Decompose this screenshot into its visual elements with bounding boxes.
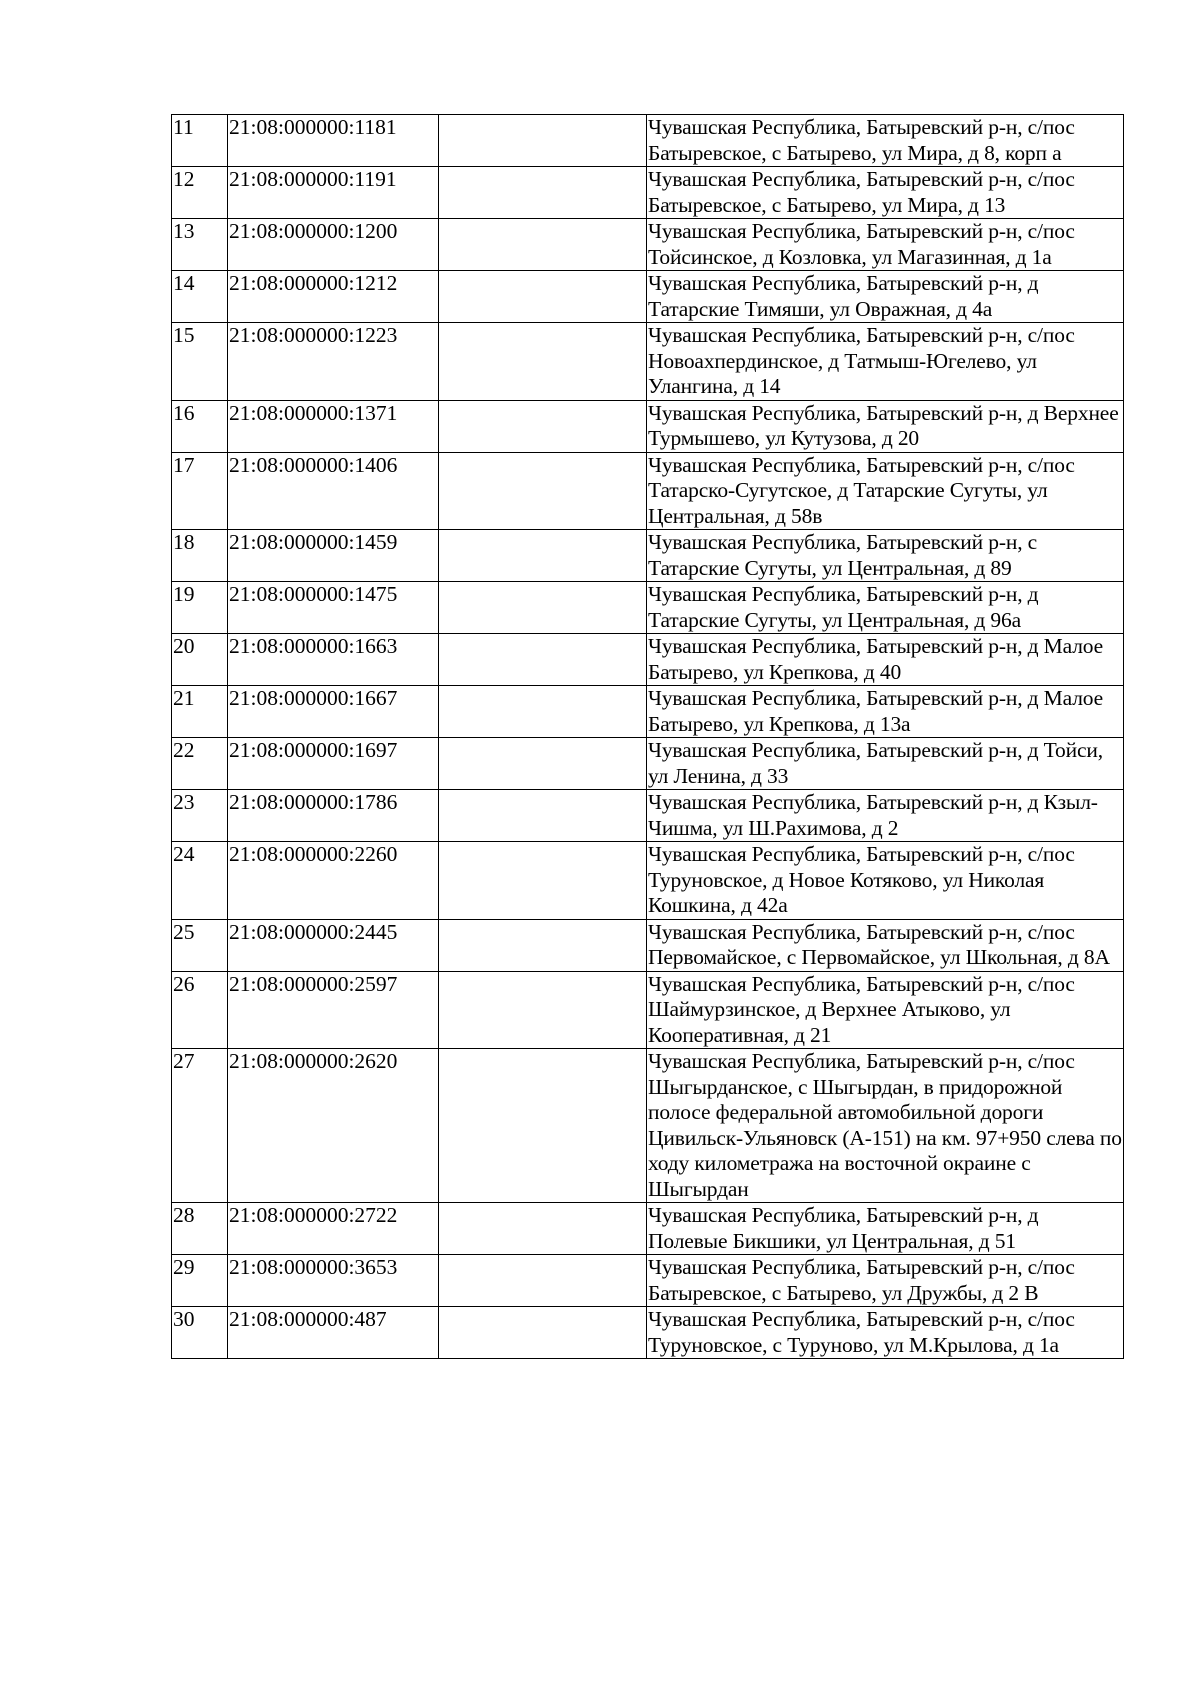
empty-cell [439, 271, 647, 323]
empty-cell [439, 1307, 647, 1359]
table-row [172, 452, 1124, 530]
cadastral-number-cell: 21:08:000000:487 [228, 1307, 439, 1359]
empty-cell [439, 582, 647, 634]
table-row [172, 115, 1124, 167]
row-number-cell: 27 [172, 1049, 228, 1203]
row-number-cell: 28 [172, 1203, 228, 1255]
row-number-cell: 21 [172, 686, 228, 738]
address-cell: Чувашская Республика, Батыревский р-н, с/пос Батыревское, с Батырево, ул Мира, д 8, корп а [647, 115, 1124, 167]
row-number-cell: 26 [172, 971, 228, 1049]
address-cell: Чувашская Республика, Батыревский р-н, с/пос Туруновское, д Новое Котяково, ул Николая Кошкина, д 42а [647, 842, 1124, 920]
empty-cell [439, 1255, 647, 1307]
address-cell: Чувашская Республика, Батыревский р-н, д Малое Батырево, ул Крепкова, д 13а [647, 686, 1124, 738]
cadastral-number-cell: 21:08:000000:1663 [228, 634, 439, 686]
empty-cell [439, 1049, 647, 1203]
cadastral-number-cell: 21:08:000000:1191 [228, 167, 439, 219]
address-cell: Чувашская Республика, Батыревский р-н, с/пос Первомайское, с Первомайское, ул Школьная, д 8А [647, 919, 1124, 971]
cadastral-number-cell: 21:08:000000:2620 [228, 1049, 439, 1203]
empty-cell [439, 167, 647, 219]
row-number-cell: 20 [172, 634, 228, 686]
empty-cell [439, 790, 647, 842]
table-row [172, 582, 1124, 634]
address-cell: Чувашская Республика, Батыревский р-н, д Татарские Тимяши, ул Овражная, д 4а [647, 271, 1124, 323]
empty-cell [439, 919, 647, 971]
table-row [172, 919, 1124, 971]
table-row [172, 1307, 1124, 1359]
cadastral-number-cell: 21:08:000000:2722 [228, 1203, 439, 1255]
row-number-cell: 23 [172, 790, 228, 842]
empty-cell [439, 686, 647, 738]
address-cell: Чувашская Республика, Батыревский р-н, д Кзыл-Чишма, ул Ш.Рахимова, д 2 [647, 790, 1124, 842]
table-row [172, 530, 1124, 582]
table-row [172, 323, 1124, 401]
table-row [172, 1049, 1124, 1203]
table-row [172, 686, 1124, 738]
empty-cell [439, 400, 647, 452]
table-row [172, 842, 1124, 920]
row-number-cell: 11 [172, 115, 228, 167]
table-row [172, 400, 1124, 452]
cadastral-number-cell: 21:08:000000:1223 [228, 323, 439, 401]
row-number-cell: 24 [172, 842, 228, 920]
empty-cell [439, 738, 647, 790]
table-row [172, 219, 1124, 271]
table-row [172, 790, 1124, 842]
cadastral-number-cell: 21:08:000000:2597 [228, 971, 439, 1049]
address-cell: Чувашская Республика, Батыревский р-н, с/пос Новоахпердинское, д Татмыш-Югелево, ул Улангина, д 14 [647, 323, 1124, 401]
empty-cell [439, 115, 647, 167]
row-number-cell: 18 [172, 530, 228, 582]
empty-cell [439, 530, 647, 582]
cadastral-number-cell: 21:08:000000:1200 [228, 219, 439, 271]
row-number-cell: 12 [172, 167, 228, 219]
address-cell: Чувашская Республика, Батыревский р-н, с/пос Туруновское, с Туруново, ул М.Крылова, д 1а [647, 1307, 1124, 1359]
row-number-cell: 25 [172, 919, 228, 971]
row-number-cell: 22 [172, 738, 228, 790]
address-cell: Чувашская Республика, Батыревский р-н, с/пос Батыревское, с Батырево, ул Мира, д 13 [647, 167, 1124, 219]
address-cell: Чувашская Республика, Батыревский р-н, с/пос Тойсинское, д Козловка, ул Магазинная, д 1а [647, 219, 1124, 271]
cadastral-number-cell: 21:08:000000:1212 [228, 271, 439, 323]
table-row [172, 167, 1124, 219]
address-cell: Чувашская Республика, Батыревский р-н, с/пос Шыгырданское, с Шыгырдан, в придорожной полосе федеральной автомобильной дороги Цивильск-Ульяновск (А-151) на км. 97+950 слева по ходу километража на восточной окраине с Шыгырдан [648, 1049, 1122, 1201]
table-row [172, 738, 1124, 790]
address-cell: Чувашская Республика, Батыревский р-н, д Тойси, ул Ленина, д 33 [647, 738, 1124, 790]
address-cell: Чувашская Республика, Батыревский р-н, с/пос Татарско-Сугутское, д Татарские Сугуты, ул Центральная, д 58в [647, 452, 1124, 530]
row-number-cell: 17 [172, 452, 228, 530]
address-cell: Чувашская Республика, Батыревский р-н, с Татарские Сугуты, ул Центральная, д 89 [647, 530, 1124, 582]
table-row [172, 1203, 1124, 1255]
row-number-cell: 16 [172, 400, 228, 452]
table-row [172, 1255, 1124, 1307]
table-row [172, 271, 1124, 323]
row-number-cell: 19 [172, 582, 228, 634]
cadastral-number-cell: 21:08:000000:1667 [228, 686, 439, 738]
empty-cell [439, 452, 647, 530]
address-cell: Чувашская Республика, Батыревский р-н, д Малое Батырево, ул Крепкова, д 40 [647, 634, 1124, 686]
empty-cell [439, 1203, 647, 1255]
table-row [172, 634, 1124, 686]
table-row [172, 971, 1124, 1049]
cadastral-number-cell: 21:08:000000:3653 [228, 1255, 439, 1307]
address-cell: Чувашская Республика, Батыревский р-н, д Татарские Сугуты, ул Центральная, д 96а [647, 582, 1124, 634]
row-number-cell: 14 [172, 271, 228, 323]
cadastral-number-cell: 21:08:000000:1406 [228, 452, 439, 530]
empty-cell [439, 323, 647, 401]
cadastral-number-cell: 21:08:000000:1697 [228, 738, 439, 790]
address-cell: Чувашская Республика, Батыревский р-н, д Полевые Бикшики, ул Центральная, д 51 [647, 1203, 1124, 1255]
empty-cell [439, 842, 647, 920]
row-number-cell: 30 [172, 1307, 228, 1359]
row-number-cell: 13 [172, 219, 228, 271]
registry-table [171, 114, 1124, 1359]
registry-table-body [172, 115, 1124, 1359]
address-cell: Чувашская Республика, Батыревский р-н, д Верхнее Турмышево, ул Кутузова, д 20 [647, 400, 1124, 452]
address-cell: Чувашская Республика, Батыревский р-н, с/пос Батыревское, с Батырево, ул Дружбы, д 2 В [647, 1255, 1124, 1307]
row-number-cell: 29 [172, 1255, 228, 1307]
empty-cell [439, 219, 647, 271]
empty-cell [439, 634, 647, 686]
row-number-cell: 15 [172, 323, 228, 401]
cadastral-number-cell: 21:08:000000:2445 [228, 919, 439, 971]
cadastral-number-cell: 21:08:000000:1371 [228, 400, 439, 452]
cadastral-number-cell: 21:08:000000:1459 [228, 530, 439, 582]
address-cell: Чувашская Республика, Батыревский р-н, с/пос Шаймурзинское, д Верхнее Атыково, ул Кооперативная, д 21 [647, 971, 1124, 1049]
cadastral-number-cell: 21:08:000000:1475 [228, 582, 439, 634]
cadastral-number-cell: 21:08:000000:1786 [228, 790, 439, 842]
cadastral-number-cell: 21:08:000000:2260 [228, 842, 439, 920]
cadastral-number-cell: 21:08:000000:1181 [228, 115, 439, 167]
empty-cell [439, 971, 647, 1049]
